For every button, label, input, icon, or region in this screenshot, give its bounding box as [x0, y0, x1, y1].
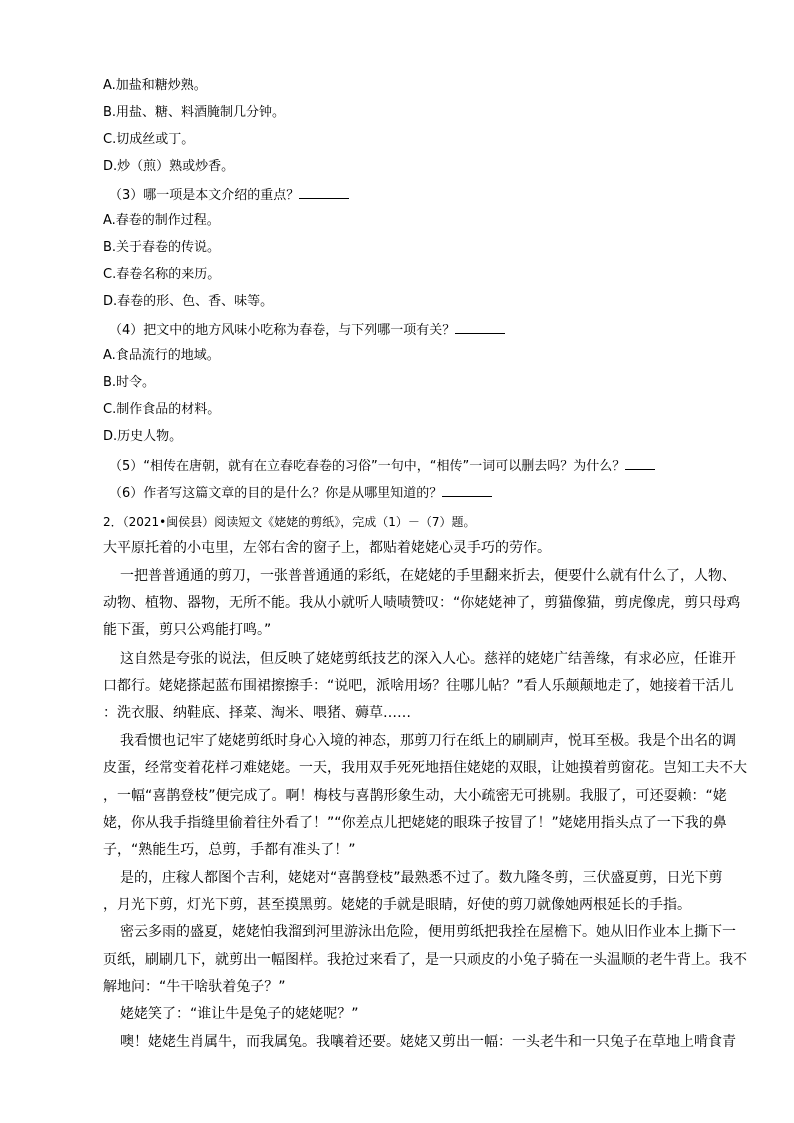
problem-2-header: 2．（2021•闽侯县）阅读短文《姥姥的剪纸》，完成（1）－（7）题。 [103, 515, 476, 529]
passage-line: ，一幅“喜鹊登枝”便完成了。啊！梅枝与喜鹊形象生动，大小疏密无可挑剔。我服了，可还耍赖：“姥 [103, 788, 727, 804]
passage-line: 能下蛋，剪只公鸡能打鸣。” [103, 622, 272, 638]
passage-line: 口都行。姥姥搽起蓝布围裙擦擦手：“说吧，派啥用场？往哪儿帖？”看人乐颠颠地走了，她接着干活儿 [103, 678, 734, 694]
option-q4-a: A.食品流行的地域。 [103, 348, 220, 363]
answer-blank-q6[interactable] [442, 484, 492, 497]
passage-line: 页纸，刷刷几下，就剪出一幅图样。我抢过来看了，是一只顽皮的小兔子骑在一头温顺的老牛背上。我不 [103, 952, 747, 968]
answer-blank-q4[interactable] [455, 321, 505, 334]
passage-line: 一把普普通通的剪刀，一张普普通通的彩纸，在姥姥的手里翻来折去，便要什么就有什么了，人物、 [120, 568, 736, 584]
question-4 [109, 321, 505, 339]
option-q2-c: C.切成丝或丁。 [103, 132, 195, 147]
question-5-stem: （5）“相传在唐朝，就有在立春吃春卷的习俗”一句中，“相传”一词可以删去吗？为什么？ [109, 459, 626, 474]
passage-line: 这自然是夸张的说法，但反映了姥姥剪纸技艺的深入人心。慈祥的姥姥广结善缘，有求必应，任谁开 [120, 651, 736, 667]
question-3 [109, 186, 349, 204]
option-q4-c: C.制作食品的材料。 [103, 402, 221, 417]
answer-blank-q5[interactable] [625, 457, 655, 470]
passage-line: 皮蛋，经常变着花样刁难姥姥。一天，我用双手死死地捂住姥姥的双眼，让她摸着剪窗花。岂知工夫不大 [103, 760, 747, 776]
answer-blank-q3[interactable] [299, 186, 349, 199]
question-5 [109, 457, 655, 475]
passage-line: ：洗衣服、纳鞋底、择菜、淘米、喂猪、薅草…… [103, 705, 411, 721]
passage-line: 子，“熟能生巧，总剪，手都有准头了！” [103, 842, 356, 858]
option-q2-d: D.炒（煎）熟或炒香。 [103, 159, 235, 174]
passage-line: 姥，你从我手指缝里偷着往外看了！”“你差点儿把姥姥的眼珠子按冒了！”姥姥用指头点了一下我的鼻 [103, 815, 727, 831]
question-3-stem: （3）哪一项是本文介绍的重点？ [109, 188, 300, 203]
question-6-stem: （6）作者写这篇文章的目的是什么？你是从哪里知道的？ [109, 486, 443, 501]
passage-line: 大平原托着的小屯里，左邻右舍的窗子上，都贴着姥姥心灵手巧的劳作。 [103, 540, 551, 556]
passage-line: 是的，庄稼人都图个吉利，姥姥对“喜鹊登枝”最熟悉不过了。数九隆冬剪，三伏盛夏剪，日光下剪 [120, 870, 723, 886]
option-q3-a: A.春卷的制作过程。 [103, 213, 220, 228]
option-q4-d: D.历史人物。 [103, 429, 183, 444]
question-6 [109, 484, 492, 502]
option-q4-b: B.时令。 [103, 375, 156, 390]
option-q2-a: A.加盐和糖炒熟。 [103, 78, 207, 93]
passage-line: 解地问：“牛干啥驮着兔子？” [103, 979, 286, 995]
passage-line: 动物、植物、器物，无所不能。我从小就听人啧啧赞叹：“你姥姥神了，剪猫像猫，剪虎像虎，剪只母鸡 [103, 595, 741, 611]
question-4-stem: （4）把文中的地方风味小吃称为春卷，与下列哪一项有关？ [109, 323, 456, 338]
option-q3-c: C.春卷名称的来历。 [103, 267, 221, 282]
option-q2-b: B.用盐、糖、料酒腌制几分钟。 [103, 105, 286, 120]
passage-line: 密云多雨的盛夏，姥姥怕我溜到河里游泳出危险，便用剪纸把我拴在屋檐下。她从旧作业本上撕下一 [120, 924, 736, 940]
passage-line: ，月光下剪，灯光下剪，甚至摸黑剪。姥姥的手就是眼睛，好使的剪刀就像她两根延长的手指。 [103, 897, 691, 913]
passage-line: 噢！姥姥生肖属牛，而我属兔。我嚷着还要。姥姥又剪出一幅：一头老牛和一只兔子在草地上啃食青 [120, 1034, 736, 1050]
option-q3-d: D.春卷的形、色、香、味等。 [103, 294, 274, 309]
passage-line: 姥姥笑了：“谁让牛是兔子的姥姥呢？” [120, 1006, 359, 1022]
option-q3-b: B.关于春卷的传说。 [103, 240, 221, 255]
passage-line: 我看惯也记牢了姥姥剪纸时身心入境的神态，那剪刀行在纸上的刷刷声，悦耳至极。我是个出名的调 [120, 733, 736, 749]
